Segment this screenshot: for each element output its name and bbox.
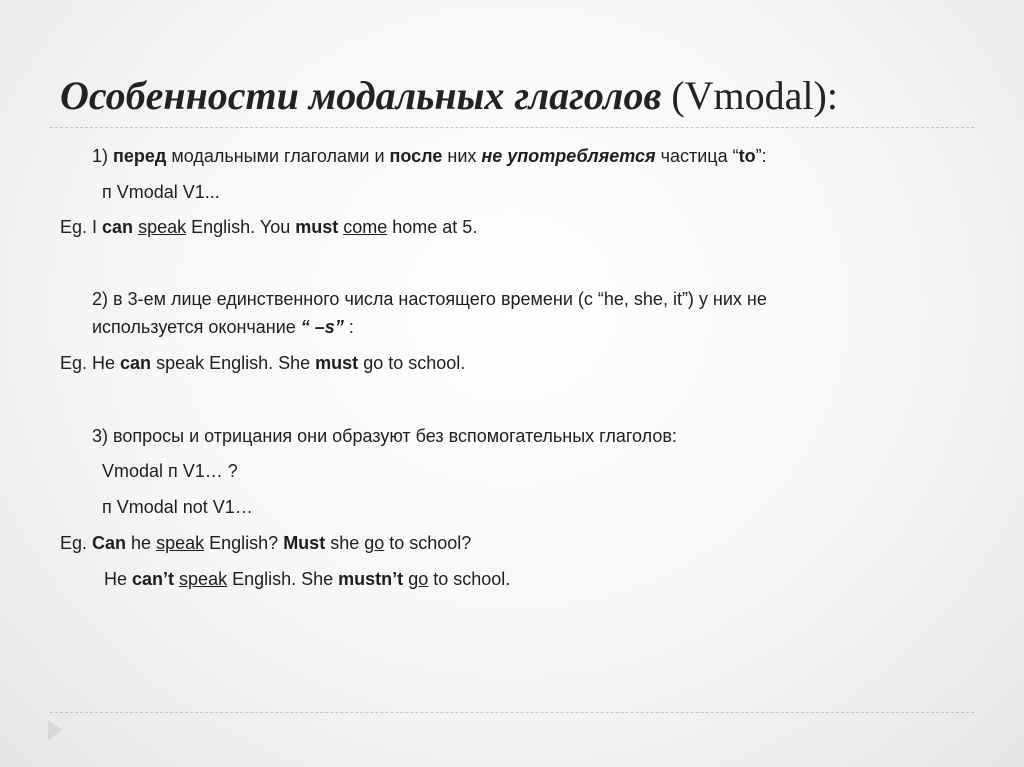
text-run: Vmodal п V1… ? [102,461,238,481]
text-run: перед [113,146,167,166]
text-run: she [325,533,365,553]
title-divider [50,127,974,128]
rule-2-intro-cont [92,314,354,340]
text-run: п Vmodal not V1… [102,497,253,517]
rule-1-intro [92,143,767,169]
text-run: can [102,217,134,237]
footer-divider [50,712,974,713]
text-run: ”: [755,146,767,166]
text-run: speak English. She [151,353,316,373]
text-run: to [738,146,756,166]
text-run: must [315,353,359,373]
text-run: speak [156,533,205,553]
text-run: 3) вопросы и отрицания они образуют без вспомогательных глаголов: [92,426,677,446]
text-run: to school? [384,533,472,553]
text-run: п Vmodal V1... [102,182,220,202]
text-run: English. She [227,569,339,589]
triangle-right-icon[interactable] [48,720,62,740]
slide-title [60,72,838,119]
text-run: to school. [428,569,511,589]
text-run: go [408,569,429,589]
slide-title-suffix: (Vmodal): [671,73,838,118]
text-run: используется окончание [92,317,301,337]
text-run: he [126,533,157,553]
text-run: He [104,569,133,589]
text-run: go to school. [358,353,466,373]
text-run: “ –s” [300,317,344,337]
rule-2-example [60,350,465,376]
text-run: go [364,533,385,553]
text-run: Eg. I [60,217,103,237]
rule-3-formula-negative [102,494,253,520]
text-run: Must [283,533,326,553]
rule-3-formula-question [102,458,238,484]
text-run: частица “ [655,146,739,166]
text-run: 2) в 3-ем лице единственного числа настоящего времени (с “he, she, it”) у них не [92,289,767,309]
slide-title-main: Особенности модальных глаголов [60,73,662,118]
rule-3-intro [92,423,677,449]
text-run: 1) [92,146,114,166]
text-run: Eg. [60,533,93,553]
text-run: English. You [186,217,296,237]
text-run: них [442,146,482,166]
rule-2-intro [92,286,767,312]
text-run: mustn’t [338,569,404,589]
rule-3-example-negative [104,566,510,592]
text-run: come [343,217,388,237]
rule-1-formula [102,179,220,205]
text-run: после [389,146,443,166]
rule-3-example-question [60,530,471,556]
text-run: Can [92,533,127,553]
text-run: speak [138,217,187,237]
text-run: can [120,353,152,373]
text-run: speak [179,569,228,589]
text-run: must [295,217,339,237]
text-run: Eg. He [60,353,121,373]
text-run: can’t [132,569,175,589]
text-run: : [343,317,354,337]
text-run: home at 5. [387,217,478,237]
text-run: модальными глаголами и [166,146,390,166]
text-run: не употребляется [481,146,656,166]
text-run: English? [204,533,284,553]
rule-1-example [60,214,477,240]
